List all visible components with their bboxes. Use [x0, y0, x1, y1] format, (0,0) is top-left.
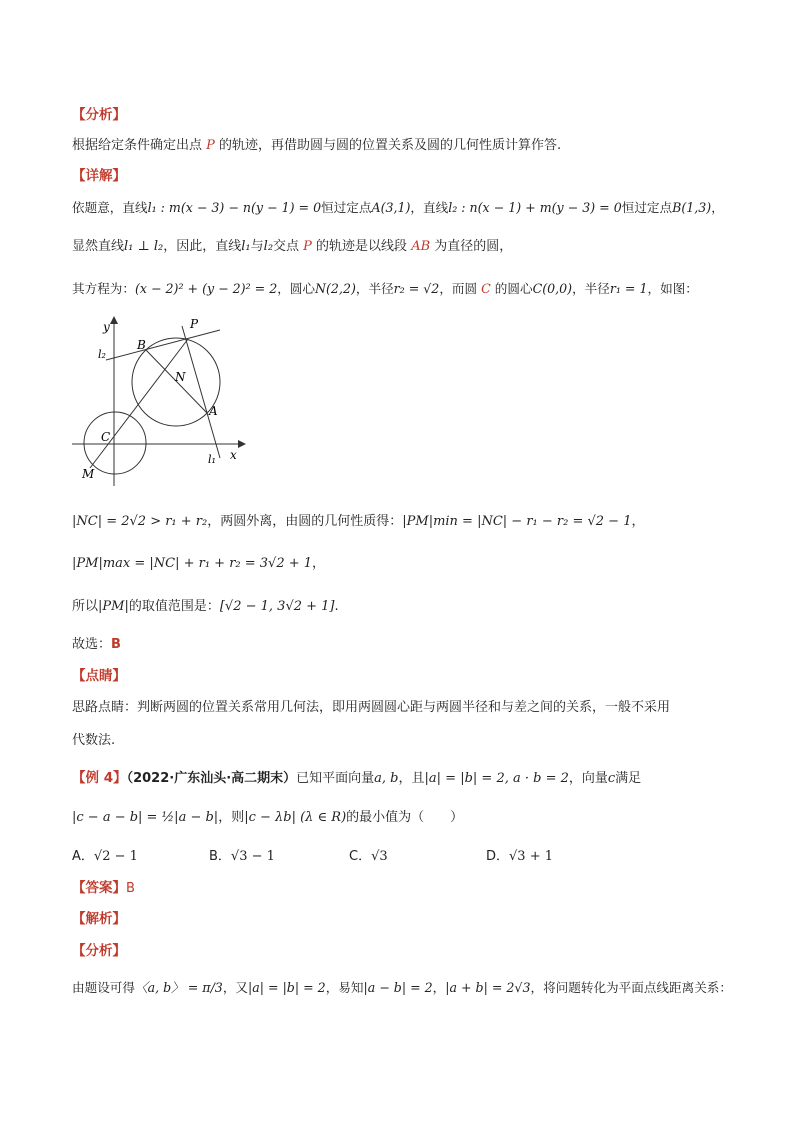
last-line: [72, 977, 732, 996]
label-n: N: [175, 370, 186, 384]
detail-line-2: [72, 235, 512, 254]
option-label: D．: [486, 849, 510, 864]
segment-ab: AB: [411, 239, 431, 254]
text: 已知平面向量: [296, 771, 375, 786]
option-c[interactable]: [349, 845, 388, 864]
label-p: P: [190, 317, 199, 331]
x-axis-arrow: [238, 440, 246, 448]
detail-header: 【详解】: [72, 168, 126, 184]
point-p: P: [206, 138, 215, 153]
text: 的取值范围是：: [128, 599, 220, 614]
label-x: x: [230, 448, 237, 462]
text: 所以: [72, 599, 99, 614]
equation-l1: l₁ : m(x − 3) − n(y − 1) = 0: [147, 200, 322, 215]
text: ，而圆: [439, 281, 482, 296]
example-label: 【例 4】: [72, 770, 127, 786]
text: 的轨迹是以线段: [311, 239, 412, 254]
solution-header: 【解析】: [72, 911, 126, 927]
analysis-text-a: 根据给定条件确定出点: [72, 138, 207, 153]
analysis-header: 【分析】: [72, 107, 126, 123]
label-l2: l₂: [98, 348, 106, 361]
pm-max: |PM|max = |NC| + r₁ + r₂ = 3√2 + 1: [72, 556, 313, 571]
text: ，向量: [568, 771, 608, 786]
comment-header: 【点睛】: [72, 668, 126, 684]
angle-ab: 〈a, b〉 = π/3: [134, 980, 223, 995]
answer-label: 【答案】: [72, 880, 126, 896]
text: ，且: [398, 771, 425, 786]
circle-c: [84, 412, 146, 474]
detail-line-1: [72, 197, 724, 216]
perpendicular-eq: l₁ ⊥ l₂: [124, 239, 164, 254]
text: 与: [250, 239, 264, 254]
a-minus-b: |a − b| = 2: [363, 980, 433, 995]
comment-line-2: 代数法.: [72, 733, 116, 748]
pm-range: [√2 − 1, 3√2 + 1]: [219, 599, 335, 614]
geometry-figure: [70, 312, 250, 488]
circle-equation: (x − 2)² + (y − 2)² = 2: [134, 281, 278, 296]
text: ，将问题转化为平面点线距离关系：: [530, 980, 732, 995]
text: 恒过定点: [321, 200, 372, 215]
option-label: C．: [349, 849, 372, 864]
line-l2: [106, 330, 220, 360]
vector-c: c: [607, 771, 616, 786]
text: ，如图：: [647, 281, 698, 296]
equation-l2: l₂ : n(x − 1) + m(y − 3) = 0: [448, 200, 622, 215]
detail-line-6: [72, 595, 339, 614]
text: ，半径: [355, 281, 394, 296]
option-d[interactable]: [486, 845, 553, 864]
text: ，半径: [572, 281, 610, 296]
text: ，: [631, 514, 645, 529]
option-a[interactable]: [72, 845, 138, 864]
text: 为直径的圆，: [430, 239, 513, 254]
text: 由题设可得: [72, 980, 135, 995]
detail-line-5: [72, 552, 325, 571]
option-value: √3 + 1: [509, 849, 553, 864]
text: 的圆心: [490, 281, 533, 296]
c-condition: |c − a − b| = ½|a − b|: [72, 810, 219, 825]
text: ，: [432, 980, 446, 995]
text: ，: [312, 556, 326, 571]
a-plus-b: |a + b| = 2√3: [445, 980, 531, 995]
text: ，因此，直线: [163, 239, 242, 254]
point-p: P: [303, 239, 312, 254]
choice-value: B: [111, 637, 121, 652]
y-axis-arrow: [110, 316, 118, 324]
text: 满足: [615, 771, 642, 786]
option-value: √3: [371, 849, 388, 864]
analysis-text-b: 的轨迹，再借助圆与圆的位置关系及圆的几何性质计算作答.: [214, 138, 562, 153]
pm-min: |PM|min = |NC| − r₁ − r₂ = √2 − 1: [402, 514, 632, 529]
detail-choice: [72, 633, 121, 652]
label-a: A: [209, 404, 218, 418]
option-value: √2 − 1: [93, 849, 138, 864]
center-c: C(0,0): [532, 281, 573, 296]
text: ，两圆外离，由圆的几何性质得：: [207, 514, 403, 529]
option-value: √3 − 1: [230, 849, 275, 864]
target-expression: |c − λb| (λ ∈ R): [244, 810, 347, 825]
radius-r1: r₁ = 1: [609, 281, 648, 296]
circle-c: C: [481, 281, 491, 296]
label-b: B: [137, 338, 146, 352]
vectors-ab: a, b: [374, 771, 399, 786]
text: .: [334, 599, 339, 614]
label-m: M: [82, 467, 95, 481]
example-source: （2022·广东汕头·高二期末）: [126, 771, 297, 786]
vector-condition: |a| = |b| = 2, a · b = 2: [424, 771, 569, 786]
example4-line-2: [72, 806, 463, 825]
magnitude-ab: |a| = |b| = 2: [248, 980, 326, 995]
option-label: A．: [72, 849, 94, 864]
analysis-text: [72, 134, 561, 153]
text: ，直线: [410, 200, 449, 215]
point-b: B(1,3): [672, 200, 712, 215]
nc-inequality: |NC| = 2√2 > r₁ + r₂: [72, 514, 208, 529]
text: 依题意，直线: [72, 200, 148, 215]
radius-r2: r₂ = √2: [393, 281, 440, 296]
text: 显然直线: [72, 239, 125, 254]
analysis2-header: 【分析】: [72, 943, 126, 959]
option-b[interactable]: [209, 845, 275, 864]
text: 交点: [273, 239, 304, 254]
text: ，则: [218, 810, 245, 825]
text: 的最小值为（ ）: [346, 810, 464, 825]
line-l1: l₁: [241, 239, 251, 254]
text: ，又: [222, 980, 249, 995]
example4-line-1: [72, 766, 641, 786]
answer-line: [72, 876, 135, 896]
comment-line-1: 思路点睛：判断两圆的位置关系常用几何法，即用两圆圆心距与两圆半径和与差之间的关系，一般不采用: [72, 700, 671, 715]
line-l2: l₂: [263, 239, 274, 254]
detail-line-4: [72, 510, 645, 529]
text: ，: [711, 200, 724, 215]
label-c: C: [101, 430, 111, 444]
text: ，易知: [325, 980, 364, 995]
answer-value: B: [126, 881, 135, 896]
label-y: y: [103, 320, 110, 334]
option-label: B．: [209, 849, 231, 864]
center-n: N(2,2): [315, 281, 356, 296]
pm-abs: |PM|: [98, 599, 129, 614]
label-l1: l₁: [208, 453, 216, 466]
choice-label: 故选：: [72, 637, 112, 652]
text: 其方程为：: [72, 281, 135, 296]
detail-line-3: [72, 278, 698, 297]
text: 恒过定点: [621, 200, 673, 215]
text: ，圆心: [277, 281, 315, 296]
point-a: A(3,1): [371, 200, 411, 215]
